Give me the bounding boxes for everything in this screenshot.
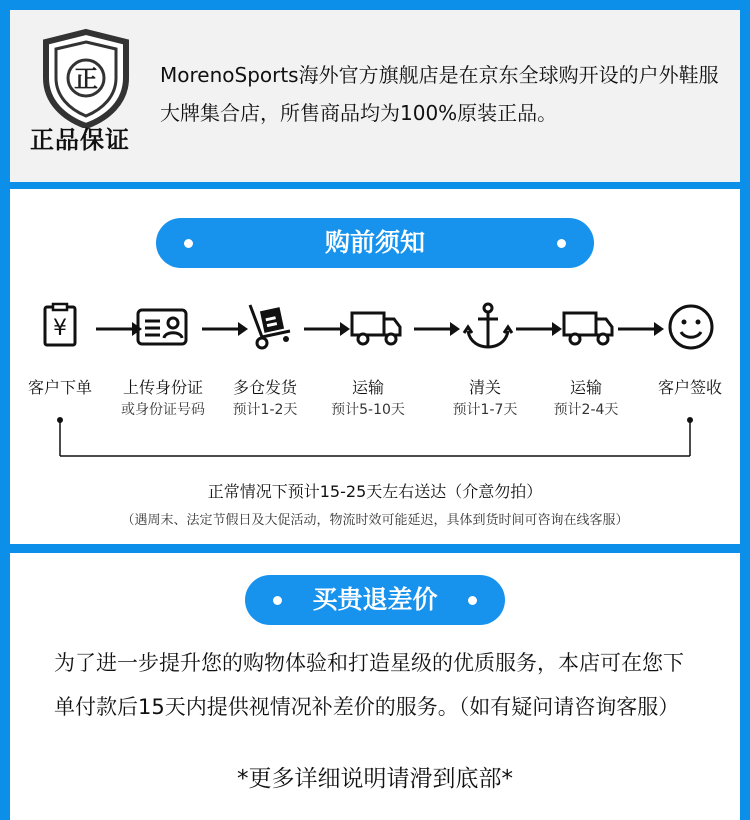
- authentic-guarantee-panel: [10, 10, 740, 182]
- scroll-hint: *更多详细说明请滑到底部*: [237, 766, 513, 792]
- arrow-right-icon: [514, 320, 564, 338]
- step-label: 清关: [468, 378, 501, 397]
- hand-truck-icon: [244, 301, 296, 353]
- smiley-icon: [665, 301, 717, 353]
- step-label: 运输: [351, 378, 384, 397]
- arrow-right-icon: [200, 320, 250, 338]
- purchase-notice-panel: [10, 189, 740, 544]
- svg-text:¥: ¥: [53, 316, 67, 341]
- seal-character: 正: [74, 65, 98, 93]
- arrow-right-icon: [302, 320, 352, 338]
- shield-icon: [36, 28, 136, 128]
- dot-icon: [184, 239, 193, 248]
- arrow-right-icon: [616, 320, 666, 338]
- step-label: 上传身份证: [122, 378, 203, 397]
- normal-delivery-text: 正常情况下预计15-25天左右送达（介意勿拍）: [207, 482, 543, 501]
- price-protection-title: 买贵退差价: [312, 585, 438, 614]
- step-sub: 预计1-7天: [452, 402, 518, 418]
- step-label: 运输: [569, 378, 602, 397]
- step-sub: 或身份证号码: [121, 402, 205, 418]
- step-label: 客户下单: [27, 378, 92, 397]
- step-sub: 预计1-2天: [232, 402, 298, 418]
- arrow-right-icon: [94, 320, 144, 338]
- arrow-right-icon: [412, 320, 462, 338]
- authentic-statement: MorenoSports海外官方旗舰店是在京东全球购开设的户外鞋服大牌集合店，所售商品均为100%原装正品。: [160, 63, 719, 125]
- dot-icon: [468, 596, 477, 605]
- delivery-truck-icon: [562, 301, 614, 353]
- notice-title: 购前须知: [324, 228, 425, 257]
- delivery-truck-icon: [350, 301, 402, 353]
- order-receipt-icon: [36, 301, 88, 353]
- step-label: 客户签收: [657, 378, 722, 397]
- price-protection-banner: [245, 575, 505, 625]
- step-label: 多仓发货: [232, 378, 297, 397]
- dot-icon: [557, 239, 566, 248]
- dot-icon: [273, 596, 282, 605]
- step-sub: 预计2-4天: [553, 402, 619, 418]
- price-protection-panel: [10, 553, 740, 820]
- timeline-bracket: [50, 414, 700, 464]
- notice-title-banner: [156, 218, 594, 268]
- seal-label: 正品保证: [30, 126, 130, 154]
- step-sub: 预计5-10天: [331, 402, 405, 418]
- delay-note: （遇周末、法定节假日及大促活动，物流时效可能延迟，具体到货时间可咨询在线客服）: [121, 513, 629, 528]
- price-protection-description: 为了进一步提升您的购物体验和打造星级的优质服务，本店可在您下单付款后15天内提供视情况补差价的服务。（如有疑问请咨询客服）: [54, 651, 684, 719]
- anchor-icon: [462, 301, 514, 353]
